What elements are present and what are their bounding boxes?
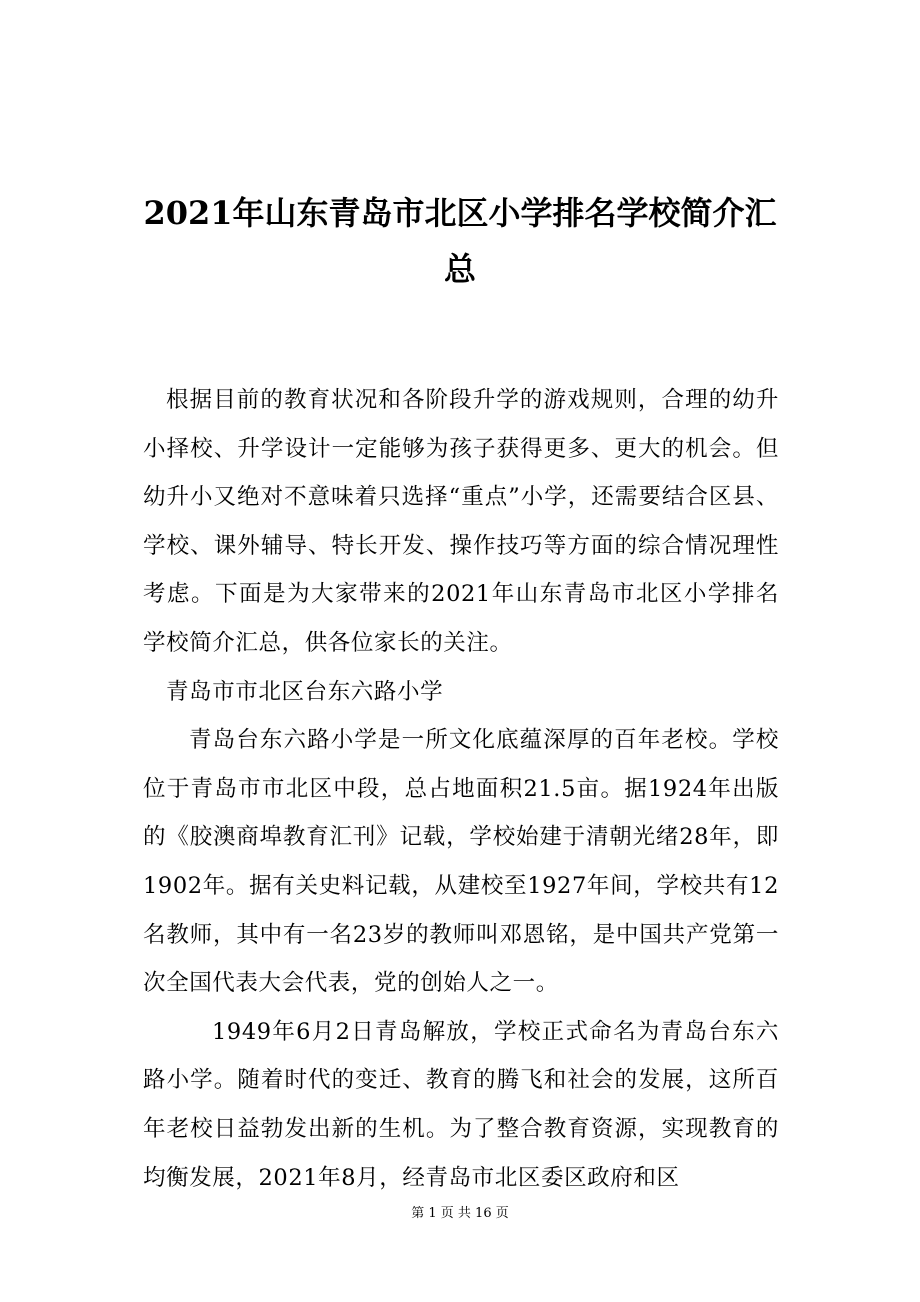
intro-paragraph: 根据目前的教育状况和各阶段升学的游戏规则，合理的幼升小择校、升学设计一定能够为孩子获得更多、更大的机会。但幼升小又绝对不意味着只选择“重点”小学，还需要结合区县、学校、课外辅导、特长开发、操作技巧等方面的综合情况理性考虑。下面是为大家带来的2021年山东青岛市北区小学排名学校简介汇总，供各位家长的关注。 [143,387,779,656]
document-body [143,376,779,1202]
page-footer [0,1205,920,1223]
document-title: 2021年山东青岛市北区小学排名学校简介汇总 [143,194,777,288]
section-heading-school: 青岛市市北区台东六路小学 [166,678,444,705]
page-number-label: 第 1 页 共 16 页 [411,1206,509,1221]
school-liberation-paragraph: 1949年6月2日青岛解放，学校正式命名为青岛台东六路小学。随着时代的变迁、教育的腾飞和社会的发展，这所百年老校日益勃发出新的生机。为了整合教育资源，实现教育的均衡发展，2021年8月，经青岛市北区委区政府和区 [143,1018,779,1191]
school-history-paragraph: 青岛台东六路小学是一所文化底蕴深厚的百年老校。学校位于青岛市市北区中段，总占地面积21.5亩。据1924年出版的《胶澳商埠教育汇刊》记载，学校始建于清朝光绪28年，即1902年。据有关史料记载，从建校至1927年间，学校共有12名教师，其中有一名23岁的教师叫邓恩铭，是中国共产党第一次全国代表大会代表，党的创始人之一。 [143,727,779,997]
